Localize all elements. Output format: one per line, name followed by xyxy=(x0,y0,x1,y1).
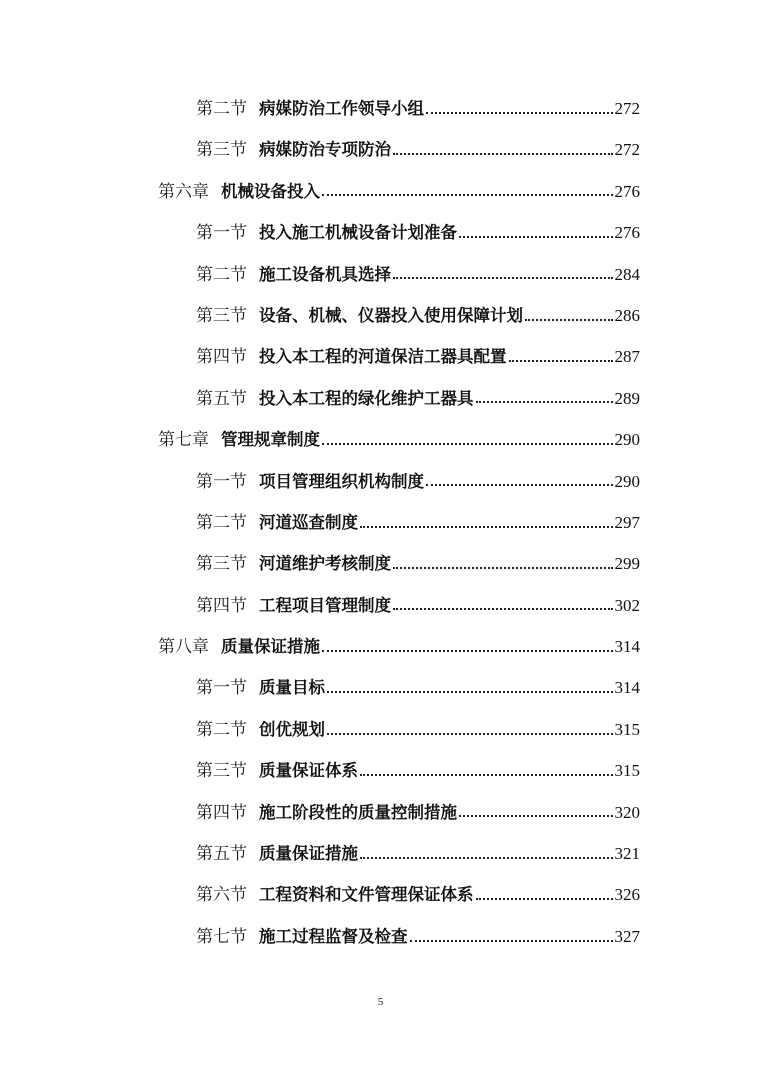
dot-leader xyxy=(322,441,613,445)
toc-entry-title: 质量目标 xyxy=(259,678,325,698)
toc-entry-title: 施工过程监督及检查 xyxy=(259,926,408,946)
toc-entry-title: 管理规章制度 xyxy=(221,430,320,450)
toc-entry-title: 施工阶段性的质量控制措施 xyxy=(259,802,457,822)
toc-entry[interactable] xyxy=(0,461,761,502)
dot-leader xyxy=(322,192,613,196)
toc-entry-number: 第三节 xyxy=(196,554,247,575)
toc-entry-number: 第七节 xyxy=(196,926,247,947)
toc-entry-title: 创优规划 xyxy=(259,719,325,739)
toc-entry[interactable] xyxy=(0,502,761,543)
toc-entry[interactable] xyxy=(0,585,761,626)
toc-entry-title: 设备、机械、仪器投入使用保障计划 xyxy=(259,305,523,325)
toc-entry-page: 286 xyxy=(614,305,640,325)
toc-entry-title: 质量保证措施 xyxy=(259,844,358,864)
dot-leader xyxy=(393,275,613,279)
toc-entry-page: 272 xyxy=(614,140,640,160)
toc-entry-page: 315 xyxy=(614,761,640,781)
toc-entry-number: 第二节 xyxy=(196,264,247,285)
toc-entry-page: 314 xyxy=(614,637,640,657)
toc-entry-page: 326 xyxy=(614,885,640,905)
toc-entry-title: 施工设备机具选择 xyxy=(259,264,391,284)
toc-entry-title: 河道巡查制度 xyxy=(259,512,358,532)
toc-entry[interactable] xyxy=(0,667,761,708)
toc-entry-number: 第七章 xyxy=(158,430,209,451)
toc-entry-number: 第四节 xyxy=(196,347,247,368)
toc-entry[interactable] xyxy=(0,750,761,791)
dot-leader xyxy=(426,482,613,486)
toc-entry-page: 276 xyxy=(614,181,640,201)
page-number: 5 xyxy=(377,996,384,1008)
toc-entry-page: 327 xyxy=(614,926,640,946)
toc-entry-title: 病媒防治工作领导小组 xyxy=(259,99,424,118)
toc-entry-page: 299 xyxy=(614,554,640,574)
toc-entry-page: 321 xyxy=(614,844,640,864)
toc-entry-number: 第八章 xyxy=(158,637,209,658)
toc-entry-number: 第一节 xyxy=(196,471,247,492)
toc-entry-title: 河道维护考核制度 xyxy=(259,554,391,574)
toc-entry-title: 项目管理组织机构制度 xyxy=(259,471,424,491)
toc-entry-number: 第三节 xyxy=(196,140,247,161)
dot-leader xyxy=(525,317,613,321)
toc-entry[interactable] xyxy=(0,336,761,377)
toc-chapter-entry[interactable] xyxy=(0,626,761,667)
toc-entry[interactable] xyxy=(0,874,761,915)
toc-entry[interactable] xyxy=(0,295,761,336)
toc-chapter-entry[interactable] xyxy=(0,419,761,460)
dot-leader xyxy=(476,399,613,403)
toc-entry[interactable] xyxy=(0,916,761,957)
toc-entry[interactable] xyxy=(0,543,761,584)
toc-entry-number: 第一节 xyxy=(196,678,247,699)
toc-entry-number: 第二节 xyxy=(196,512,247,533)
toc-entry-number: 第二节 xyxy=(196,719,247,740)
toc-entry-title: 投入本工程的河道保洁工器具配置 xyxy=(259,347,507,367)
toc-entry-title: 工程资料和文件管理保证体系 xyxy=(259,885,474,905)
dot-leader xyxy=(393,565,613,569)
dot-leader xyxy=(459,234,613,238)
toc-entry-number: 第五节 xyxy=(196,388,247,409)
dot-leader xyxy=(459,813,613,817)
toc-entry[interactable] xyxy=(0,254,761,295)
dot-leader xyxy=(393,151,613,155)
toc-entry-page: 287 xyxy=(614,347,640,367)
toc-entry-title: 投入施工机械设备计划准备 xyxy=(259,223,457,243)
toc-entry-number: 第二节 xyxy=(196,99,247,119)
toc-entry-title: 质量保证体系 xyxy=(259,761,358,781)
toc-entry-number: 第四节 xyxy=(196,802,247,823)
toc-entry-page: 289 xyxy=(614,388,640,408)
toc-entry-number: 第一节 xyxy=(196,223,247,244)
toc-entry[interactable] xyxy=(0,378,761,419)
toc-entry-number: 第三节 xyxy=(196,305,247,326)
dot-leader xyxy=(426,110,613,114)
toc-entry-title: 工程项目管理制度 xyxy=(259,595,391,615)
dot-leader xyxy=(360,855,613,859)
dot-leader xyxy=(327,731,613,735)
dot-leader xyxy=(410,938,613,942)
toc-entry-page: 297 xyxy=(614,512,640,532)
toc-entry-page: 284 xyxy=(614,264,640,284)
toc-entry-page: 314 xyxy=(614,678,640,698)
toc-entry-title: 质量保证措施 xyxy=(221,637,320,657)
toc-entry-title: 病媒防治专项防治 xyxy=(259,140,391,160)
toc-entry-page: 302 xyxy=(614,595,640,615)
toc-entry-number: 第六节 xyxy=(196,885,247,906)
toc-entry-page: 320 xyxy=(614,802,640,822)
toc-entry-number: 第四节 xyxy=(196,595,247,616)
toc-entry-page: 276 xyxy=(614,223,640,243)
toc-entry-number: 第五节 xyxy=(196,844,247,865)
toc-entry-page: 290 xyxy=(614,430,640,450)
toc-entry[interactable] xyxy=(0,709,761,750)
dot-leader xyxy=(327,689,613,693)
toc-entry[interactable] xyxy=(0,792,761,833)
toc-entry[interactable] xyxy=(0,833,761,874)
dot-leader xyxy=(476,896,613,900)
toc-entry-page: 272 xyxy=(614,99,640,118)
toc-entry[interactable] xyxy=(0,129,761,170)
toc-entry-title: 机械设备投入 xyxy=(221,181,320,201)
toc-entry[interactable] xyxy=(0,88,761,129)
toc-entry-number: 第六章 xyxy=(158,181,209,202)
dot-leader xyxy=(393,606,613,610)
toc-entry[interactable] xyxy=(0,212,761,253)
toc-entry-page: 315 xyxy=(614,719,640,739)
dot-leader xyxy=(360,524,613,528)
table-of-contents xyxy=(0,88,761,957)
dot-leader xyxy=(509,358,613,362)
toc-entry-page: 290 xyxy=(614,471,640,491)
toc-entry-title: 投入本工程的绿化维护工器具 xyxy=(259,388,474,408)
dot-leader xyxy=(360,772,613,776)
toc-entry-number: 第三节 xyxy=(196,761,247,782)
toc-chapter-entry[interactable] xyxy=(0,171,761,212)
dot-leader xyxy=(322,648,613,652)
